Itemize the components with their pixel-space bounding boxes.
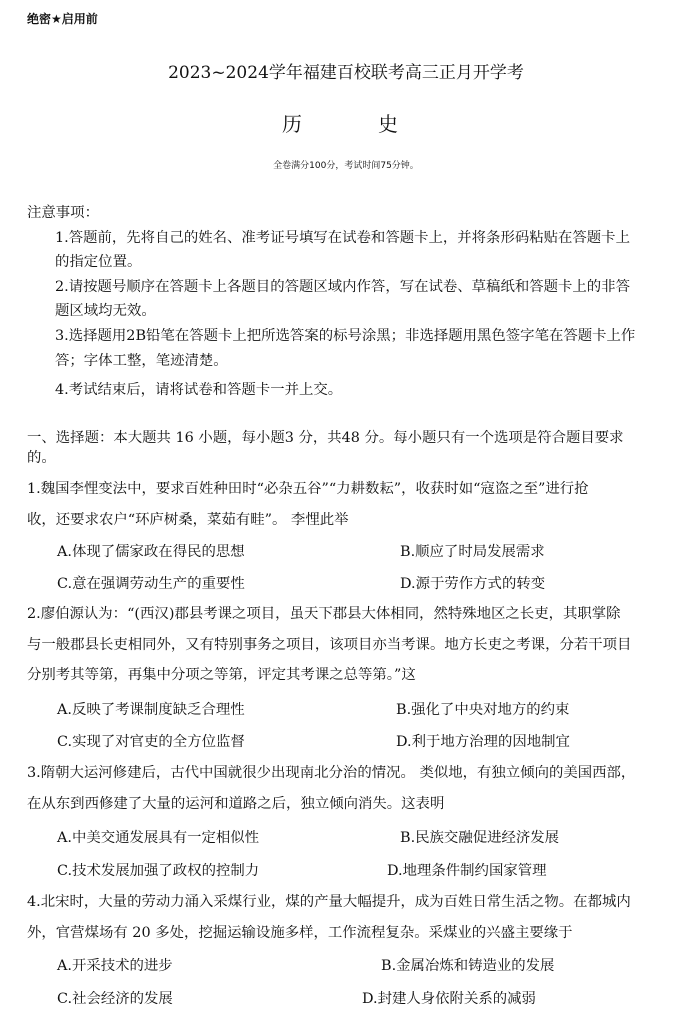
- notes-line: 2.请按题号顺序在答题卡上各题目的答题区域内作答，写在试卷、草稿纸和答题卡上的非答: [55, 279, 630, 295]
- subject-char-1: 历: [282, 112, 302, 136]
- option-d: D.地理条件制约国家管理: [387, 863, 547, 879]
- question-stem-line: 收，还要求农户“环庐树桑，菜茹有畦”。 李悝此举: [27, 512, 349, 528]
- notes-line: 4.考试结束后，请将试卷和答题卡一并上交。: [55, 382, 343, 398]
- subject-char-2: 史: [378, 112, 398, 136]
- option-b: B.金属冶炼和铸造业的发展: [381, 958, 555, 974]
- notes-heading: 注意事项：: [27, 205, 99, 221]
- question-stem-line: 1.魏国李悝变法中，要求百姓种田时“必杂五谷”“力耕数耘”，收获时如“寇盗之至”进行抢: [27, 481, 589, 497]
- option-b: B.民族交融促进经济发展: [400, 830, 560, 846]
- question-stem-line: 4.北宋时，大量的劳动力涌入采煤行业，煤的产量大幅提升，成为百姓日常生活之物。在都城内: [27, 894, 631, 910]
- option-a: A.中美交通发展具有一定相似性: [57, 830, 260, 846]
- option-d: D.源于劳作方式的转变: [400, 576, 546, 592]
- notes-line: 答；字体工整，笔迹清楚。: [55, 353, 228, 369]
- option-c: C.技术发展加强了政权的控制力: [57, 863, 260, 879]
- option-a: A.开采技术的进步: [57, 958, 173, 974]
- question-stem-line: 3.隋朝大运河修建后，古代中国就很少出现南北分治的情况。 类似地，有独立倾向的美国西部，: [27, 765, 636, 781]
- option-c: C.意在强调劳动生产的重要性: [57, 576, 245, 592]
- secret-label: 绝密★启用前: [27, 12, 98, 26]
- option-a: A.反映了考课制度缺乏合理性: [57, 702, 245, 718]
- score-info: 全卷满分100分，考试时间75分钟。: [273, 161, 419, 171]
- section-heading-line: 的。: [27, 450, 56, 466]
- option-d: D.利于地方治理的因地制宜: [396, 734, 570, 750]
- question-stem-line: 2.廖伯源认为：“(西汉)郡县考课之项目，虽天下郡县大体相同，然特殊地区之长吏，其职掌除: [27, 606, 621, 622]
- option-c: C.社会经济的发展: [57, 991, 173, 1007]
- question-stem-line: 外，官营煤场有 20 多处，挖掘运输设施多样，工作流程复杂。采煤业的兴盛主要缘于: [27, 925, 573, 941]
- exam-title: 2023~2024学年福建百校联考高三正月开学考: [168, 63, 524, 83]
- notes-line: 题区域均无效。: [55, 303, 156, 319]
- option-d: D.封建人身依附关系的减弱: [362, 991, 536, 1007]
- question-stem-line: 与一般郡县长吏相同外，又有特别事务之项目，该项目亦当考课。地方长吏之考课，分若干项目: [27, 637, 632, 653]
- option-c: C.实现了对官吏的全方位监督: [57, 734, 245, 750]
- question-stem-line: 分别考其等第，再集中分项之等第，评定其考课之总等第。”这: [27, 667, 416, 683]
- notes-line: 3.选择题用2B铅笔在答题卡上把所选答案的标号涂黑；非选择题用黑色签字笔在答题卡上作: [55, 328, 636, 344]
- option-b: B.强化了中央对地方的约束: [396, 702, 570, 718]
- option-b: B.顺应了时局发展需求: [400, 544, 545, 560]
- question-stem-line: 在从东到西修建了大量的运河和道路之后，独立倾向消失。这表明: [27, 796, 445, 812]
- notes-line: 1.答题前，先将自己的姓名、准考证号填写在试卷和答题卡上，并将条形码粘贴在答题卡上: [55, 230, 630, 246]
- notes-line: 的指定位置。: [55, 254, 142, 270]
- section-heading-line: 一、选择题：本大题共 16 小题，每小题3 分，共48 分。每小题只有一个选项是符合题目要求: [27, 430, 624, 446]
- option-a: A.体现了儒家政在得民的思想: [57, 544, 245, 560]
